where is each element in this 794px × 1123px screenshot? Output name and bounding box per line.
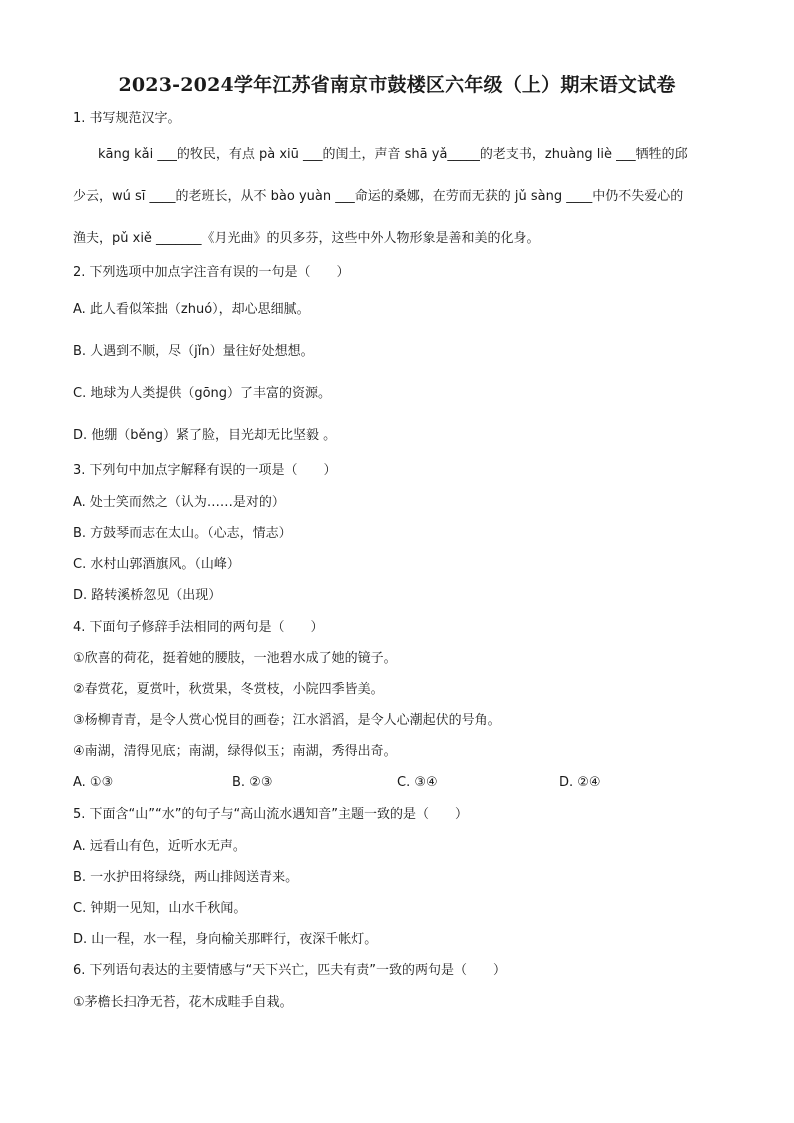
q3-stem: 3. 下列句中加点字解释有误的一项是（ ）	[73, 463, 337, 478]
q4-options-row	[73, 775, 633, 793]
q5-option-c: C. 钟期一见知，山水千秋闻。	[73, 901, 247, 916]
q5-option-d: D. 山一程，水一程，身向榆关那畔行，夜深千帐灯。	[73, 932, 378, 947]
q4-sentence-1: ①欣喜的荷花，挺着她的腰肢，一池碧水成了她的镜子。	[73, 651, 397, 666]
q3-option-b: B. 方鼓琴而志在太山。（心志，情志）	[73, 526, 292, 541]
q2-option-c: C. 地球为人类提供（gōng）了丰富的资源。	[73, 386, 332, 401]
q4-sentence-4: ④南湖，清得见底；南湖，绿得似玉；南湖，秀得出奇。	[73, 744, 397, 759]
q6-stem: 6. 下列语句表达的主要情感与“天下兴亡，匹夫有责”一致的两句是（ ）	[73, 963, 507, 978]
q6-sentence-1: ①茅檐长扫净无苔，花木成畦手自栽。	[73, 995, 293, 1010]
q1-paragraph-line-2: 少云，wú sī ____的老班长，从不 bào yuàn ___命运的桑娜，在劳而无获的 jǔ sàng ____中仍不失爱心的	[73, 189, 684, 204]
q5-option-b: B. 一水护田将绿绕，两山排闼送青来。	[73, 870, 299, 885]
q4-option-c: C. ③④	[397, 775, 438, 790]
q1-paragraph-line-3: 渔夫，pǔ xiě _______《月光曲》的贝多芬，这些中外人物形象是善和美的化身。	[73, 231, 540, 246]
q2-option-b: B. 人遇到不顺，尽（jǐn）量往好处想想。	[73, 344, 314, 359]
q4-stem: 4. 下面句子修辞手法相同的两句是（ ）	[73, 620, 324, 635]
q2-stem: 2. 下列选项中加点字注音有误的一句是（ ）	[73, 265, 350, 280]
q4-option-b: B. ②③	[232, 775, 273, 790]
q1-paragraph-line-1: kāng kǎi ___的牧民，有点 pà xiū ___的闺土，声音 shā yǎ_____的老支书，zhuàng liè ___牺牲的邱	[98, 147, 688, 162]
q4-option-d: D. ②④	[559, 775, 601, 790]
page-title: 2023-2024学年江苏省南京市鼓楼区六年级（上）期末语文试卷	[118, 74, 676, 96]
q3-option-d: D. 路转溪桥忽见（出现）	[73, 588, 222, 603]
q2-option-a: A. 此人看似笨拙（zhuó），却心思细腻。	[73, 302, 310, 317]
q2-option-d: D. 他绷（běng）紧了脸，目光却无比坚毅 。	[73, 428, 337, 443]
q4-sentence-3: ③杨柳青青，是令人赏心悦目的画卷；江水滔滔，是令人心潮起伏的号角。	[73, 713, 501, 728]
q5-stem: 5. 下面含“山”“水”的句子与“高山流水遇知音”主题一致的是（ ）	[73, 807, 468, 822]
q4-sentence-2: ②春赏花，夏赏叶，秋赏果，冬赏枝，小院四季皆美。	[73, 682, 384, 697]
q4-option-a: A. ①③	[73, 775, 114, 790]
q3-option-a: A. 处士笑而然之（认为……是对的）	[73, 495, 285, 510]
q1-stem: 1. 书写规范汉字。	[73, 111, 181, 126]
q5-option-a: A. 远看山有色，近听水无声。	[73, 839, 246, 854]
q3-option-c: C. 水村山郭酒旗风。（山峰）	[73, 557, 240, 572]
